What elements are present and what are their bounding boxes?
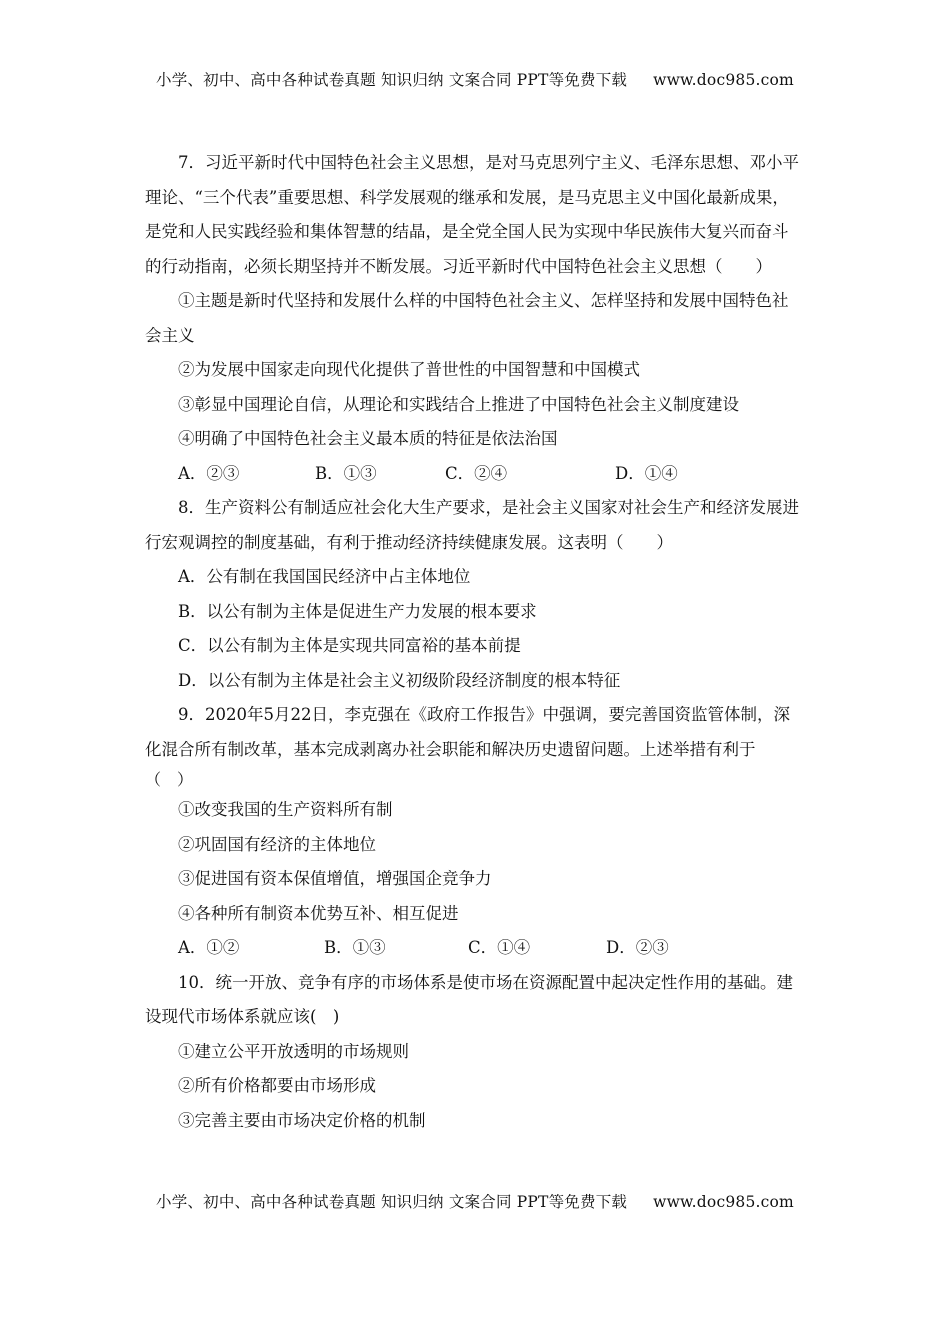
q8-stem-line: 行宏观调控的制度基础，有利于推动经济持续健康发展。这表明（ ） [145, 532, 673, 552]
q9-choice-b: B．①③ [324, 938, 386, 957]
q9-item-4: ④各种所有制资本优势互补、相互促进 [178, 903, 459, 923]
q7-choice-b: B．①③ [315, 463, 377, 483]
q7-item-3: ③彰显中国理论自信，从理论和实践结合上推进了中国特色社会主义制度建设 [178, 394, 739, 414]
q10-stem-line: 10．统一开放、竞争有序的市场体系是使市场在资源配置中起决定性作用的基础。建 [178, 972, 793, 992]
q8-option-b: B．以公有制为主体是促进生产力发展的根本要求 [178, 601, 537, 621]
q9-item-3: ③促进国有资本保值增值，增强国企竞争力 [178, 869, 492, 888]
question-9 [145, 698, 809, 966]
q7-choices [145, 457, 809, 492]
footer-text: 小学、初中、高中各种试卷真题 知识归纳 文案合同 PPT等免费下载 [156, 1193, 628, 1211]
q7-stem-line: 理论、“三个代表”重要思想、科学发展观的继承和发展，是马克思主义中国化最新成果， [145, 187, 789, 207]
header-site-link[interactable]: www.doc985.com [653, 71, 794, 89]
q7-choice-d: D．①④ [615, 463, 678, 483]
q7-item-1: ①主题是新时代坚持和发展什么样的中国特色社会主义、怎样坚持和发展中国特色社 [178, 291, 789, 310]
page-footer [0, 1190, 950, 1212]
q9-choices [145, 931, 809, 966]
q7-stem-line: 是党和人民实践经验和集体智慧的结晶，是全党全国人民为实现中华民族伟大复兴而奋斗 [145, 222, 789, 241]
question-content [145, 146, 809, 1138]
q10-item-1: ①建立公平开放透明的市场规则 [178, 1041, 409, 1061]
q9-choice-d: D．②③ [606, 938, 669, 957]
q7-item-1-cont: 会主义 [145, 325, 195, 345]
q7-item-2: ②为发展中国家走向现代化提供了普世性的中国智慧和中国模式 [178, 360, 640, 379]
q9-choice-a: A．①② [178, 938, 240, 957]
q9-stem-blank: （ ） [145, 770, 194, 789]
question-7 [145, 146, 809, 491]
q7-choice-c: C．②④ [445, 463, 508, 483]
q9-choice-c: C．①④ [468, 938, 531, 957]
q7-item-4: ④明确了中国特色社会主义最本质的特征是依法治国 [178, 429, 558, 448]
page-header [0, 68, 950, 90]
question-10 [145, 966, 809, 1139]
q7-stem-line: 7．习近平新时代中国特色社会主义思想，是对马克思列宁主义、毛泽东思想、邓小平 [178, 153, 799, 172]
q8-option-a: A．公有制在我国国民经济中占主体地位 [178, 567, 471, 586]
q9-item-1: ①改变我国的生产资料所有制 [178, 800, 393, 819]
q10-item-3: ③完善主要由市场决定价格的机制 [178, 1110, 426, 1130]
q8-option-d: D．以公有制为主体是社会主义初级阶段经济制度的根本特征 [178, 670, 621, 690]
q9-stem-line: 化混合所有制改革，基本完成剥离办社会职能和解决历史遗留问题。上述举措有利于 [145, 739, 756, 759]
q9-stem-line: 9．2020年5月22日，李克强在《政府工作报告》中强调，要完善国资监管体制，深 [178, 705, 790, 724]
q7-choice-a: A．②③ [178, 463, 240, 483]
question-8 [145, 491, 809, 698]
q8-stem-line: 8．生产资料公有制适应社会化大生产要求，是社会主义国家对社会生产和经济发展进 [178, 498, 799, 517]
q10-stem-line: 设现代市场体系就应该( ) [145, 1007, 340, 1026]
q8-option-c: C．以公有制为主体是实现共同富裕的基本前提 [178, 636, 521, 655]
footer-site-link[interactable]: www.doc985.com [653, 1193, 794, 1211]
q9-item-2: ②巩固国有经济的主体地位 [178, 834, 376, 854]
q10-item-2: ②所有价格都要由市场形成 [178, 1076, 376, 1095]
header-text: 小学、初中、高中各种试卷真题 知识归纳 文案合同 PPT等免费下载 [156, 71, 628, 89]
q7-stem-line: 的行动指南，必须长期坚持并不断发展。习近平新时代中国特色社会主义思想（ ） [145, 256, 772, 276]
